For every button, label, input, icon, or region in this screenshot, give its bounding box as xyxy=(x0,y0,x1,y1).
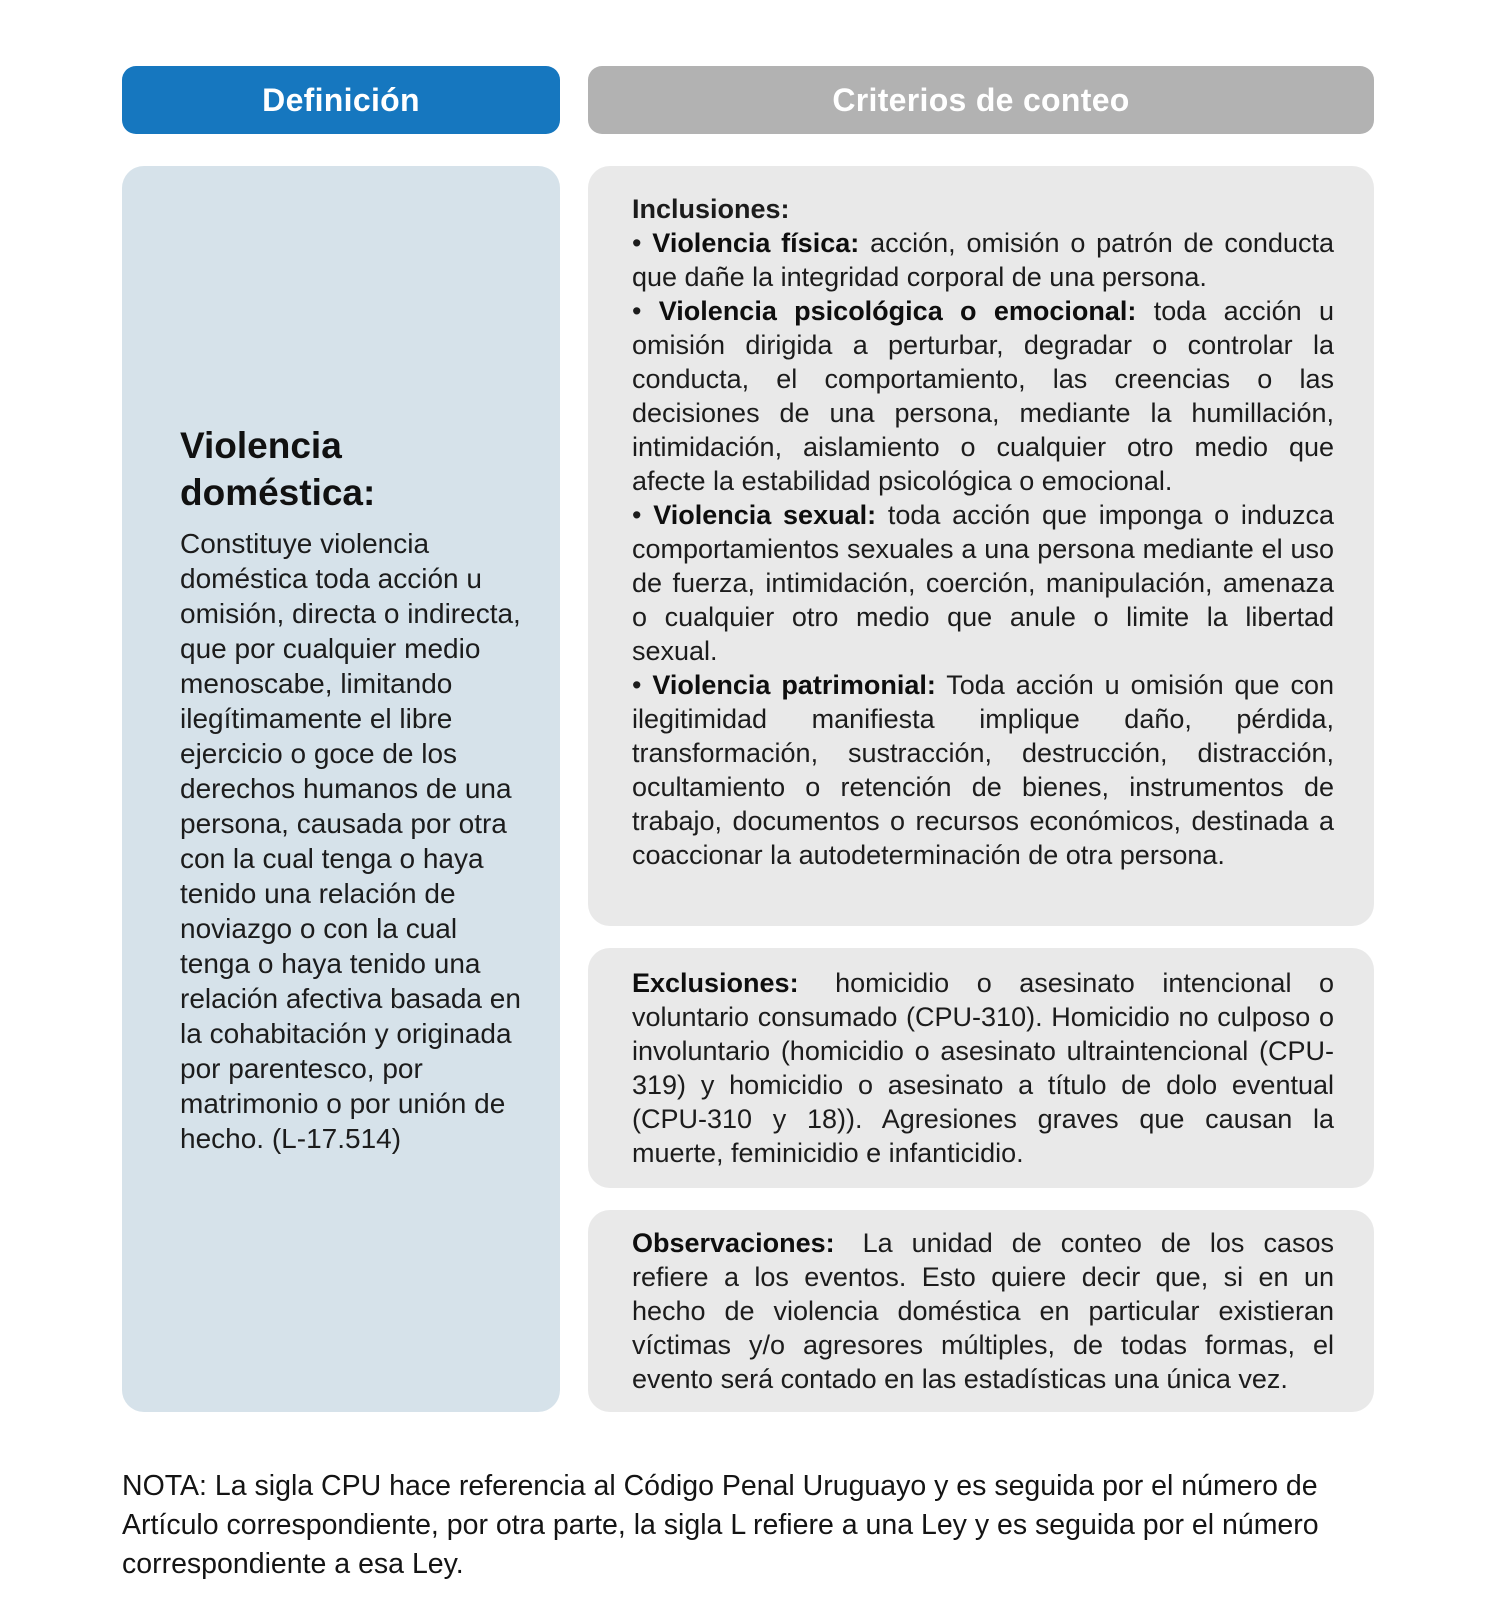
footnote: NOTA: La sigla CPU hace referencia al Código Penal Uruguayo y es seguida por el número de Artículo correspondiente, por otra parte, la sigla L refiere a una Ley y es seguida por el número correspondiente a esa Ley. xyxy=(122,1469,1319,1580)
bullet-icon: • xyxy=(632,500,642,530)
inclusion-text: toda acción que imponga o induzca comportamientos sexuales a una persona mediante el uso de fuerza, intimidación, coerción, manipulación, amenaza o cualquier otro medio que anule o limite la libertad sexual. xyxy=(632,500,1334,666)
inclusion-item-sexual xyxy=(632,498,1334,668)
inclusions-box xyxy=(588,166,1374,926)
inclusion-text: Toda acción u omisión que con ilegitimidad manifiesta implique daño, pérdida, transformación, sustracción, destrucción, distracción, ocultamiento o retención de bienes, instrumentos de trabajo, documentos o recursos económicos, destinada a coaccionar la autodeterminación de otra persona. xyxy=(632,670,1334,870)
inclusion-label: Violencia psicológica o emocional: xyxy=(658,296,1137,326)
inclusion-item-psicologica xyxy=(632,294,1334,498)
criteria-column xyxy=(588,166,1374,1412)
definition-body: Constituye violencia doméstica toda acción u omisión, directa o indirecta, que por cualquier medio menoscabe, limitando ilegítimamente el libre ejercicio o goce de los derechos humanos de una persona, causada por otra con la cual tenga o haya tenido una relación de noviazgo o con la cual tenga o haya tenido una relación afectiva basada en la cohabitación y originada por parentesco, por matrimonio o por unión de hecho. (L-17.514) xyxy=(180,528,521,1154)
exclusions-box xyxy=(588,948,1374,1188)
exclusions-text: homicidio o asesinato intencional o voluntario consumado (CPU-310). Homicidio no culposo o involuntario (homicidio o asesinato ultraintencional (CPU-319) y homicidio o asesinato a título de dolo eventual (CPU-310 y 18)). Agresiones graves que causan la muerte, feminicidio e infanticidio. xyxy=(632,968,1334,1168)
exclusions-label: Exclusiones: xyxy=(632,968,799,998)
inclusions-heading: Inclusiones: xyxy=(632,194,790,224)
observations-text: La unidad de conteo de los casos refiere a los eventos. Esto quiere decir que, si en un hecho de violencia doméstica en particular existieran víctimas y/o agresores múltiples, de todas formas, el evento será contado en las estadísticas una única vez. xyxy=(632,1228,1334,1394)
definition-box xyxy=(122,166,560,1412)
inclusion-item-fisica xyxy=(632,226,1334,294)
inclusion-text: toda acción u omisión dirigida a perturbar, degradar o controlar la conducta, el comportamiento, las creencias o las decisiones de una persona, mediante la humillación, intimidación, aislamiento o cualquier otro medio que afecte la estabilidad psicológica o emocional. xyxy=(632,296,1334,496)
inclusion-label: Violencia patrimonial: xyxy=(652,670,936,700)
inclusion-label: Violencia sexual: xyxy=(653,500,877,530)
criteria-header xyxy=(588,66,1374,134)
two-column-layout xyxy=(122,66,1374,1412)
bullet-icon: • xyxy=(632,296,642,326)
observations-paragraph xyxy=(632,1226,1334,1396)
inclusion-text: acción, omisión o patrón de conducta que dañe la integridad corporal de una persona. xyxy=(632,228,1334,292)
definition-title: Violencia doméstica: xyxy=(180,425,376,513)
bullet-icon: • xyxy=(632,670,642,700)
observations-label: Observaciones: xyxy=(632,1228,835,1258)
criteria-header-label: Criterios de conteo xyxy=(832,81,1130,118)
definition-header xyxy=(122,66,560,134)
definition-header-label: Definición xyxy=(262,81,420,118)
inclusion-item-patrimonial xyxy=(632,668,1334,872)
observations-box xyxy=(588,1210,1374,1412)
bullet-icon: • xyxy=(632,228,642,258)
inclusion-label: Violencia física: xyxy=(652,228,860,258)
exclusions-paragraph xyxy=(632,966,1334,1170)
